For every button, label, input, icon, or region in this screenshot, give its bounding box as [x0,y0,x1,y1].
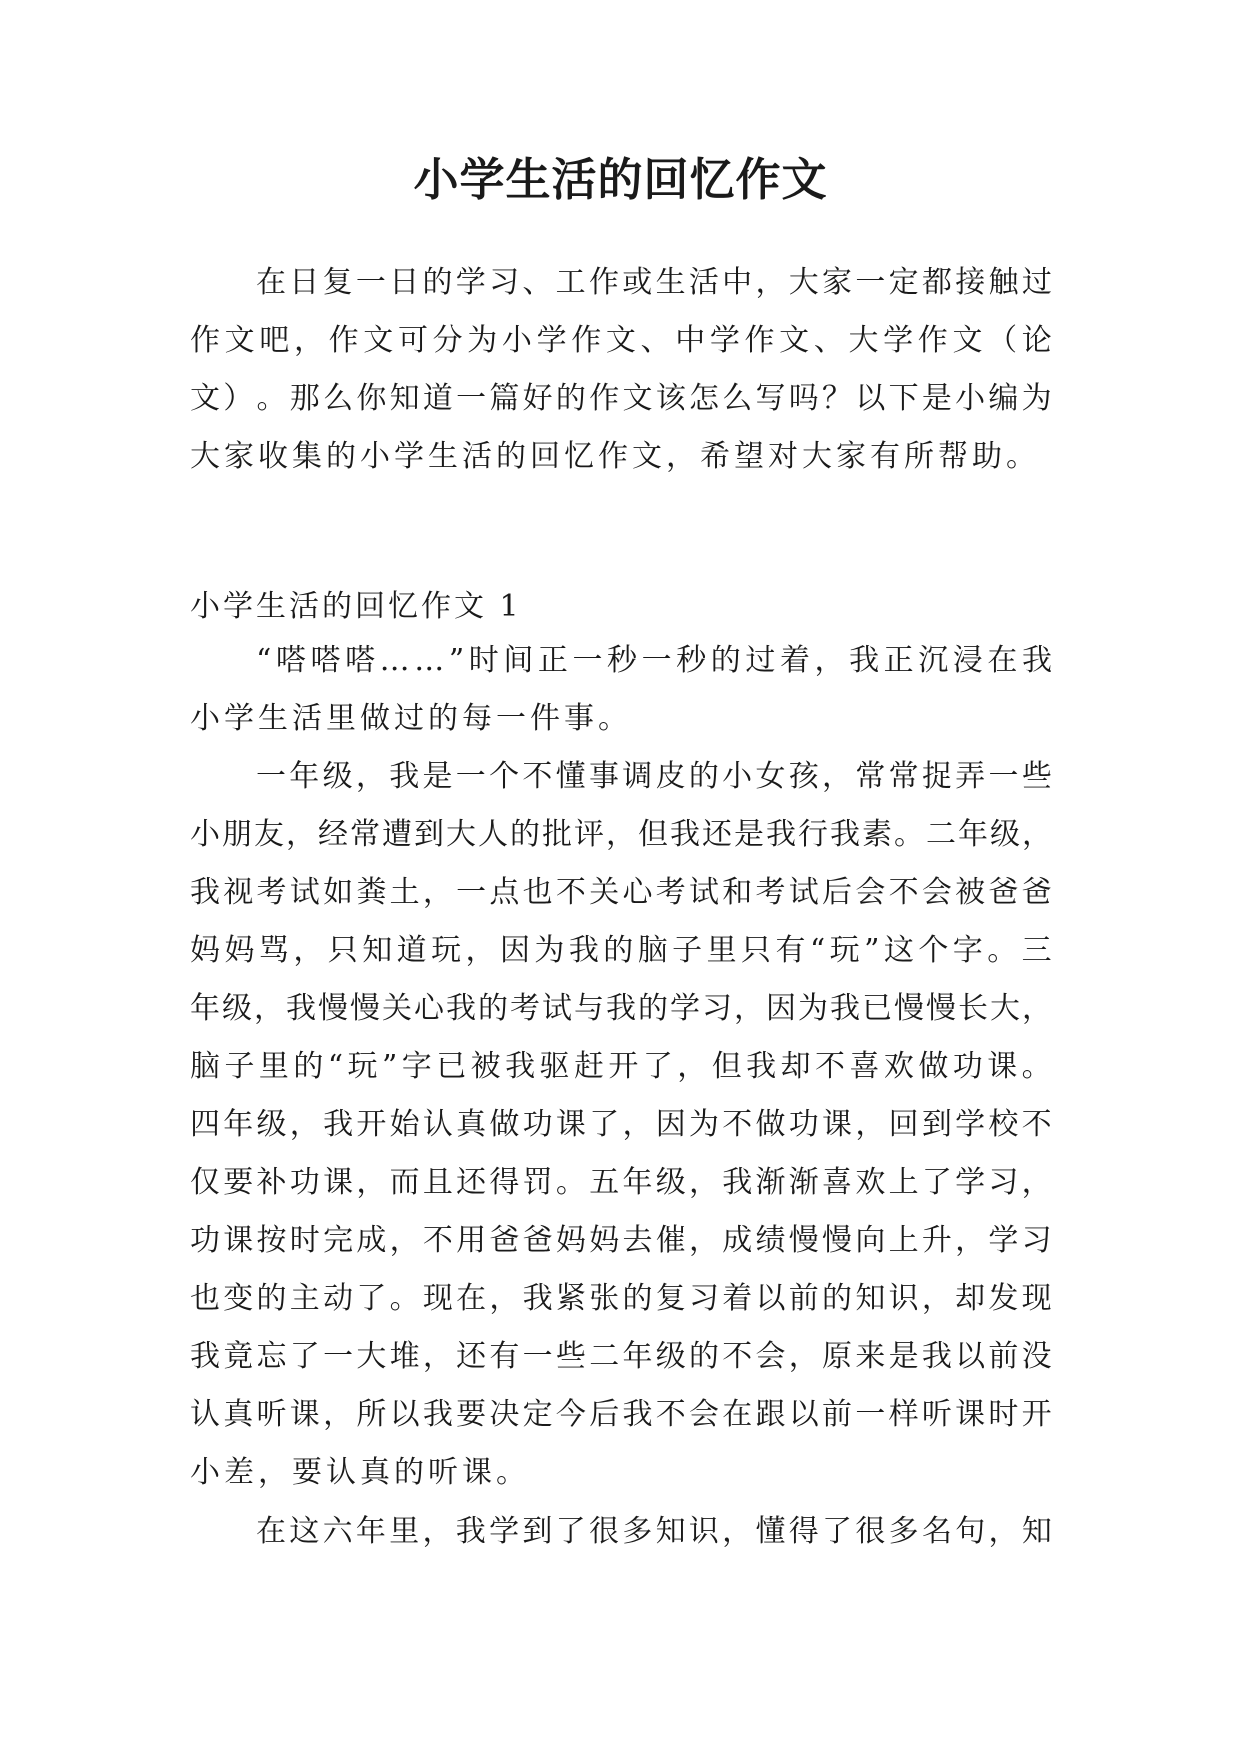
paragraph-2 [190,748,1052,1502]
text-line: 大家收集的小学生活的回忆作文，希望对大家有所帮助。 [190,439,1040,474]
intro-paragraph [190,254,1052,486]
text-line: 四 年 级 ， 我 开 始 认 真 做 功 课 了 ， 因 为 不 做 功 课 ， 回 到 学 校 不 [190,1107,1052,1142]
paragraph-1 [190,632,1052,748]
text-line: 我 视 考 试 如 粪 土 ， 一 点 也 不 关 心 考 试 和 考 试 后 会 不 会 被 爸 爸 [190,875,1052,910]
text-line: 认 真 听 课 ， 所 以 我 要 决 定 今 后 我 不 会 在 跟 以 前 一 样 听 课 时 开 [190,1397,1052,1432]
text-line: 年 级 ， 我 慢 慢 关 心 我 的 考 试 与 我 的 学 习 ， 因 为 我 已 慢 慢 长 大 ， [190,991,1052,1026]
text-line: 在 日 复 一 日 的 学 习 、 工 作 或 生 活 中 ， 大 家 一 定 都 接 触 过 [256,265,1052,300]
text-line: “ 嗒 嗒 嗒 … … ” 时 间 正 一 秒 一 秒 的 过 着 ， 我 正 沉 浸 在 我 [256,643,1052,678]
text-line: 小学生活里做过的每一件事。 [190,701,632,736]
text-line: 一 年 级 ， 我 是 一 个 不 懂 事 调 皮 的 小 女 孩 ， 常 常 捉 弄 一 些 [256,759,1052,794]
text-line: 小差，要认真的听课。 [190,1455,530,1490]
paragraph-3 [190,1503,1052,1561]
text-line: 作 文 吧 ， 作 文 可 分 为 小 学 作 文 、 中 学 作 文 、 大 学 作 文 （ 论 [190,323,1052,358]
text-line: 功 课 按 时 完 成 ， 不 用 爸 爸 妈 妈 去 催 ， 成 绩 慢 慢 向 上 升 ， 学 习 [190,1223,1052,1258]
text-line: 文 ） 。 那 么 你 知 道 一 篇 好 的 作 文 该 怎 么 写 吗 ？ 以 下 是 小 编 为 [190,381,1052,416]
text-line: 也 变 的 主 动 了 。 现 在 ， 我 紧 张 的 复 习 着 以 前 的 知 识 ， 却 发 现 [190,1281,1052,1316]
text-line: 脑 子 里 的 “ 玩 ” 字 已 被 我 驱 赶 开 了 ， 但 我 却 不 喜 欢 做 功 课 。 [190,1049,1052,1084]
text-line: 妈 妈 骂 ， 只 知 道 玩 ， 因 为 我 的 脑 子 里 只 有 “ 玩 ” 这 个 字 。 三 [190,933,1052,968]
text-line: 小 朋 友 ， 经 常 遭 到 大 人 的 批 评 ， 但 我 还 是 我 行 我 素 。 二 年 级 ， [190,817,1052,852]
text-line: 仅 要 补 功 课 ， 而 且 还 得 罚 。 五 年 级 ， 我 渐 渐 喜 欢 上 了 学 习 ， [190,1165,1052,1200]
section-heading: 小学生活的回忆作文 1 [190,589,522,624]
text-line: 在 这 六 年 里 ， 我 学 到 了 很 多 知 识 ， 懂 得 了 很 多 名 句 ， 知 [256,1514,1052,1549]
document-title: 小学生活的回忆作文 [413,153,828,206]
text-line: 我 竟 忘 了 一 大 堆 ， 还 有 一 些 二 年 级 的 不 会 ， 原 来 是 我 以 前 没 [190,1339,1052,1374]
